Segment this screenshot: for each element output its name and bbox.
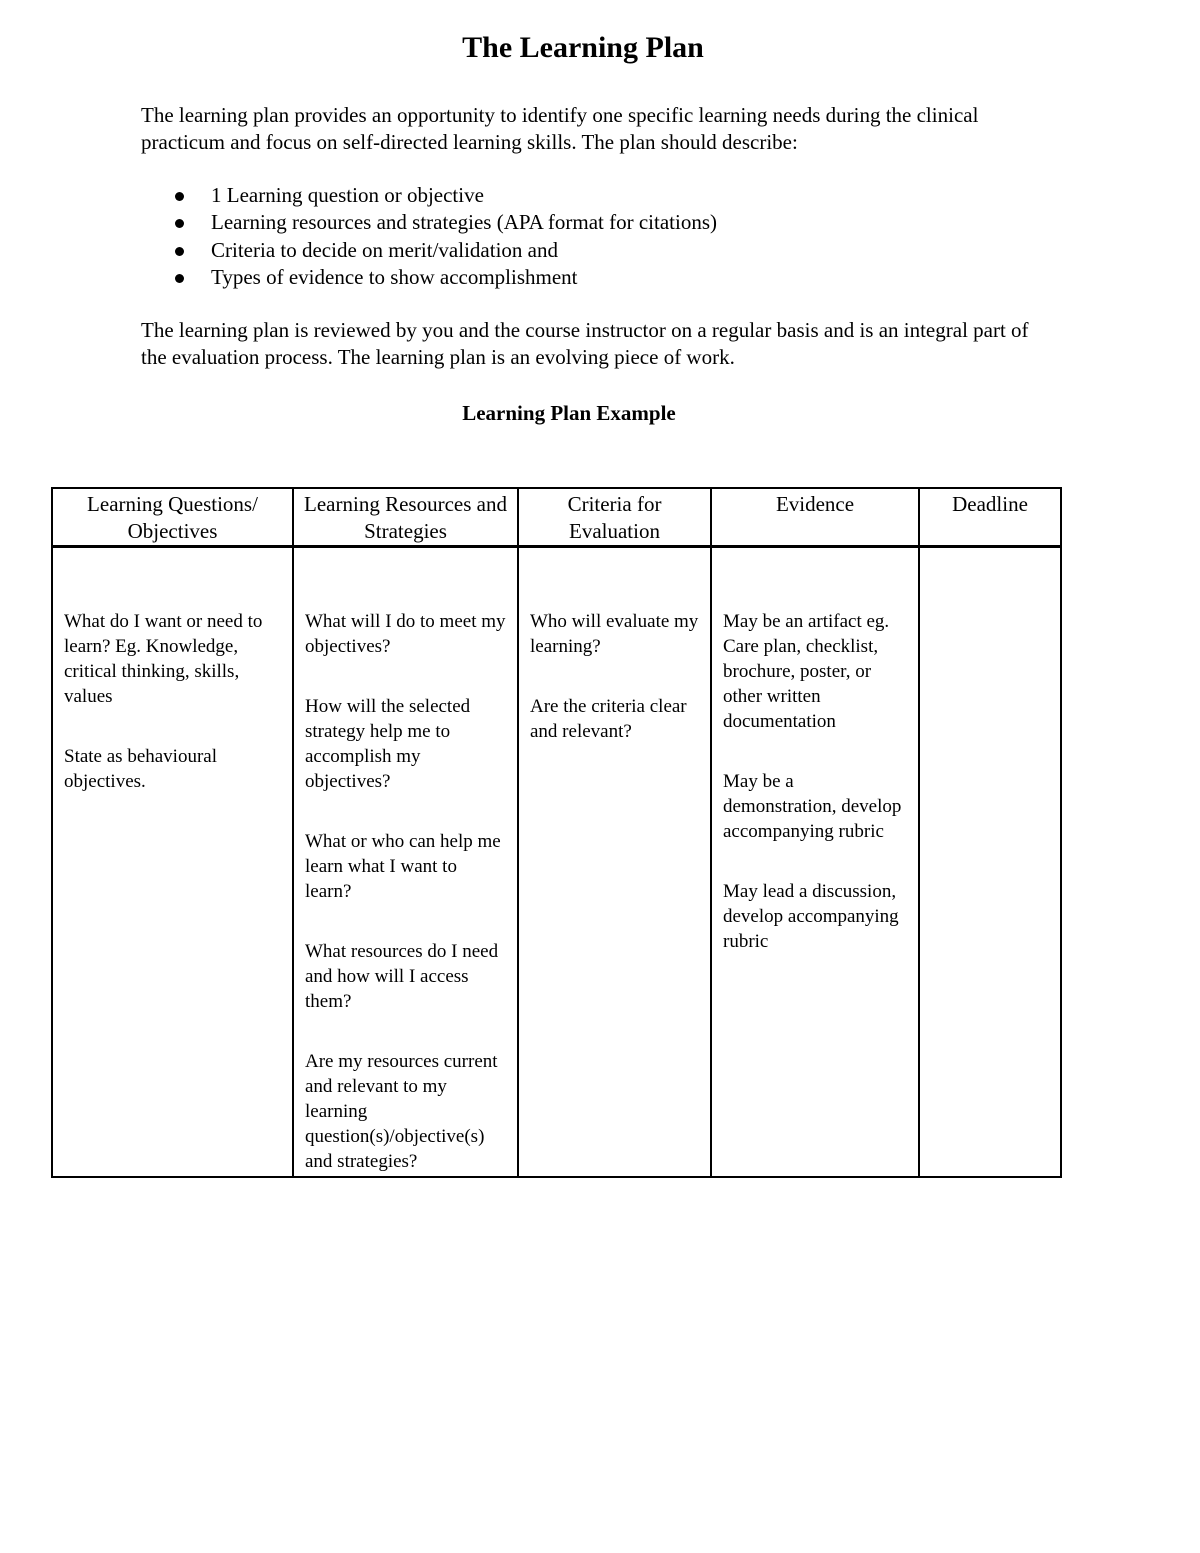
page-title: The Learning Plan xyxy=(462,31,704,64)
cell-text: Are the criteria clear and relevant? xyxy=(530,696,687,742)
list-item xyxy=(141,209,1041,236)
bullet-icon xyxy=(175,247,184,256)
learning-plan-table xyxy=(51,487,1062,1178)
cell-text: What will I do to meet my objectives? xyxy=(305,611,506,657)
cell-deadline xyxy=(919,547,1061,1178)
cell-resources xyxy=(293,547,518,1178)
header-deadline: Deadline xyxy=(919,488,1061,547)
cell-text: May be an artifact eg. Care plan, checklist, brochure, poster, or other written documentation xyxy=(723,611,890,732)
intro-paragraph: The learning plan provides an opportunity to identify one specific learning needs during the clinical practicum and focus on self-directed learning skills. The plan should describe: xyxy=(141,103,979,154)
list-item xyxy=(141,264,1041,291)
list-item-text: Learning resources and strategies (APA format for citations) xyxy=(211,210,717,235)
table-row xyxy=(52,547,1061,1178)
cell-text: How will the selected strategy help me to accomplish my objectives? xyxy=(305,696,471,792)
cell-text: What or who can help me learn what I want to learn? xyxy=(305,831,501,902)
header-objectives: Learning Questions/ Objectives xyxy=(52,488,293,547)
cell-criteria xyxy=(518,547,711,1178)
list-item-text: Types of evidence to show accomplishment xyxy=(211,264,578,289)
header-criteria: Criteria for Evaluation xyxy=(518,488,711,547)
cell-text: Who will evaluate my learning? xyxy=(530,611,699,657)
bullet-icon xyxy=(175,192,184,201)
cell-evidence xyxy=(711,547,919,1178)
cell-text: Are my resources current and relevant to my learning question(s)/objective(s) and strategies? xyxy=(305,1051,498,1172)
header-evidence: Evidence xyxy=(711,488,919,547)
cell-text: What do I want or need to learn? Eg. Knowledge, critical thinking, skills, values xyxy=(64,611,263,707)
list-item-text: Criteria to decide on merit/validation and xyxy=(211,237,558,262)
cell-text: May lead a discussion, develop accompanying rubric xyxy=(723,881,899,952)
cell-text: What resources do I need and how will I access them? xyxy=(305,941,499,1012)
plan-requirements-list xyxy=(141,182,1041,291)
list-item xyxy=(141,237,1041,264)
example-heading: Learning Plan Example xyxy=(462,401,676,425)
list-item-text: 1 Learning question or objective xyxy=(211,183,484,207)
bullet-icon xyxy=(175,274,184,283)
header-resources: Learning Resources and Strategies xyxy=(293,488,518,547)
review-paragraph: The learning plan is reviewed by you and the course instructor on a regular basis and is an integral part of the evaluation process. The learning plan is an evolving piece of work. xyxy=(141,318,1029,369)
bullet-icon xyxy=(175,219,184,228)
list-item xyxy=(141,182,1041,209)
cell-objectives xyxy=(52,547,293,1178)
cell-text: State as behavioural objectives. xyxy=(64,746,218,792)
cell-text: May be a demonstration, develop accompanying rubric xyxy=(723,771,902,842)
table-header-row xyxy=(52,488,1061,547)
